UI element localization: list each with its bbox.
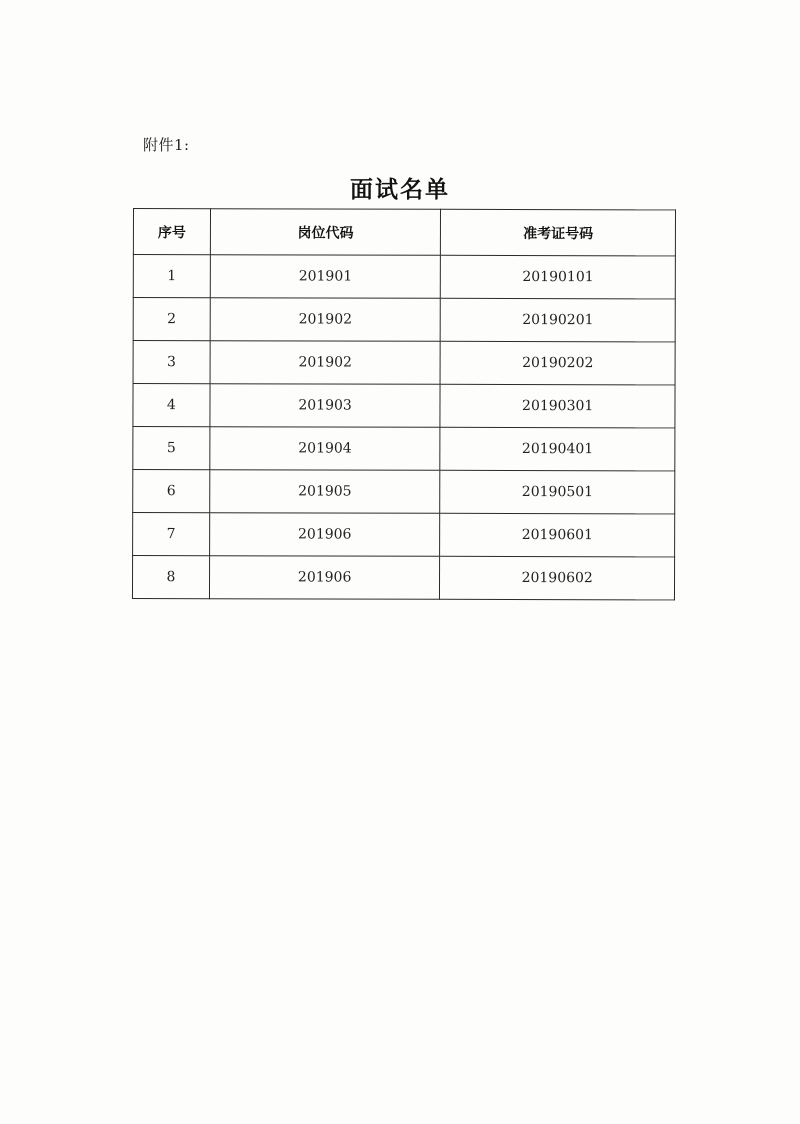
table-row [133,513,675,557]
header-admission-ticket-number: 准考证号码 [441,209,676,256]
header-position-code: 岗位代码 [210,209,441,256]
attachment-label: 附件1: [143,136,190,154]
cell-admission-ticket-number: 20190602 [440,556,675,600]
cell-admission-ticket-number: 20190201 [441,298,676,342]
cell-serial-number: 4 [133,384,210,427]
cell-serial-number: 8 [132,556,209,599]
table-row [133,384,675,428]
cell-admission-ticket-number: 20190301 [440,384,675,428]
table-row [133,298,675,342]
cell-serial-number: 2 [133,298,210,341]
table-row [133,255,675,299]
cell-serial-number: 7 [133,513,210,556]
table-row [132,556,674,600]
table-header-row [133,209,675,256]
cell-admission-ticket-number: 20190202 [440,341,675,385]
cell-serial-number: 3 [133,341,210,384]
cell-position-code: 201903 [210,384,441,428]
cell-position-code: 201904 [210,427,441,471]
cell-position-code: 201902 [210,298,441,342]
cell-position-code: 201905 [210,470,441,514]
cell-position-code: 201901 [210,255,441,299]
cell-serial-number: 1 [133,255,210,298]
cell-position-code: 201906 [209,556,440,600]
cell-admission-ticket-number: 20190501 [440,470,675,514]
header-serial-number: 序号 [133,209,210,255]
cell-position-code: 201906 [209,513,440,557]
table-row [133,427,675,471]
table-row [133,341,675,385]
interview-list-table [132,208,676,600]
cell-serial-number: 6 [133,470,210,513]
cell-admission-ticket-number: 20190101 [441,255,676,299]
cell-admission-ticket-number: 20190401 [440,427,675,471]
table-row [133,470,675,514]
cell-serial-number: 5 [133,427,210,470]
cell-position-code: 201902 [210,341,441,385]
document-title: 面试名单 [350,176,450,203]
cell-admission-ticket-number: 20190601 [440,513,675,557]
